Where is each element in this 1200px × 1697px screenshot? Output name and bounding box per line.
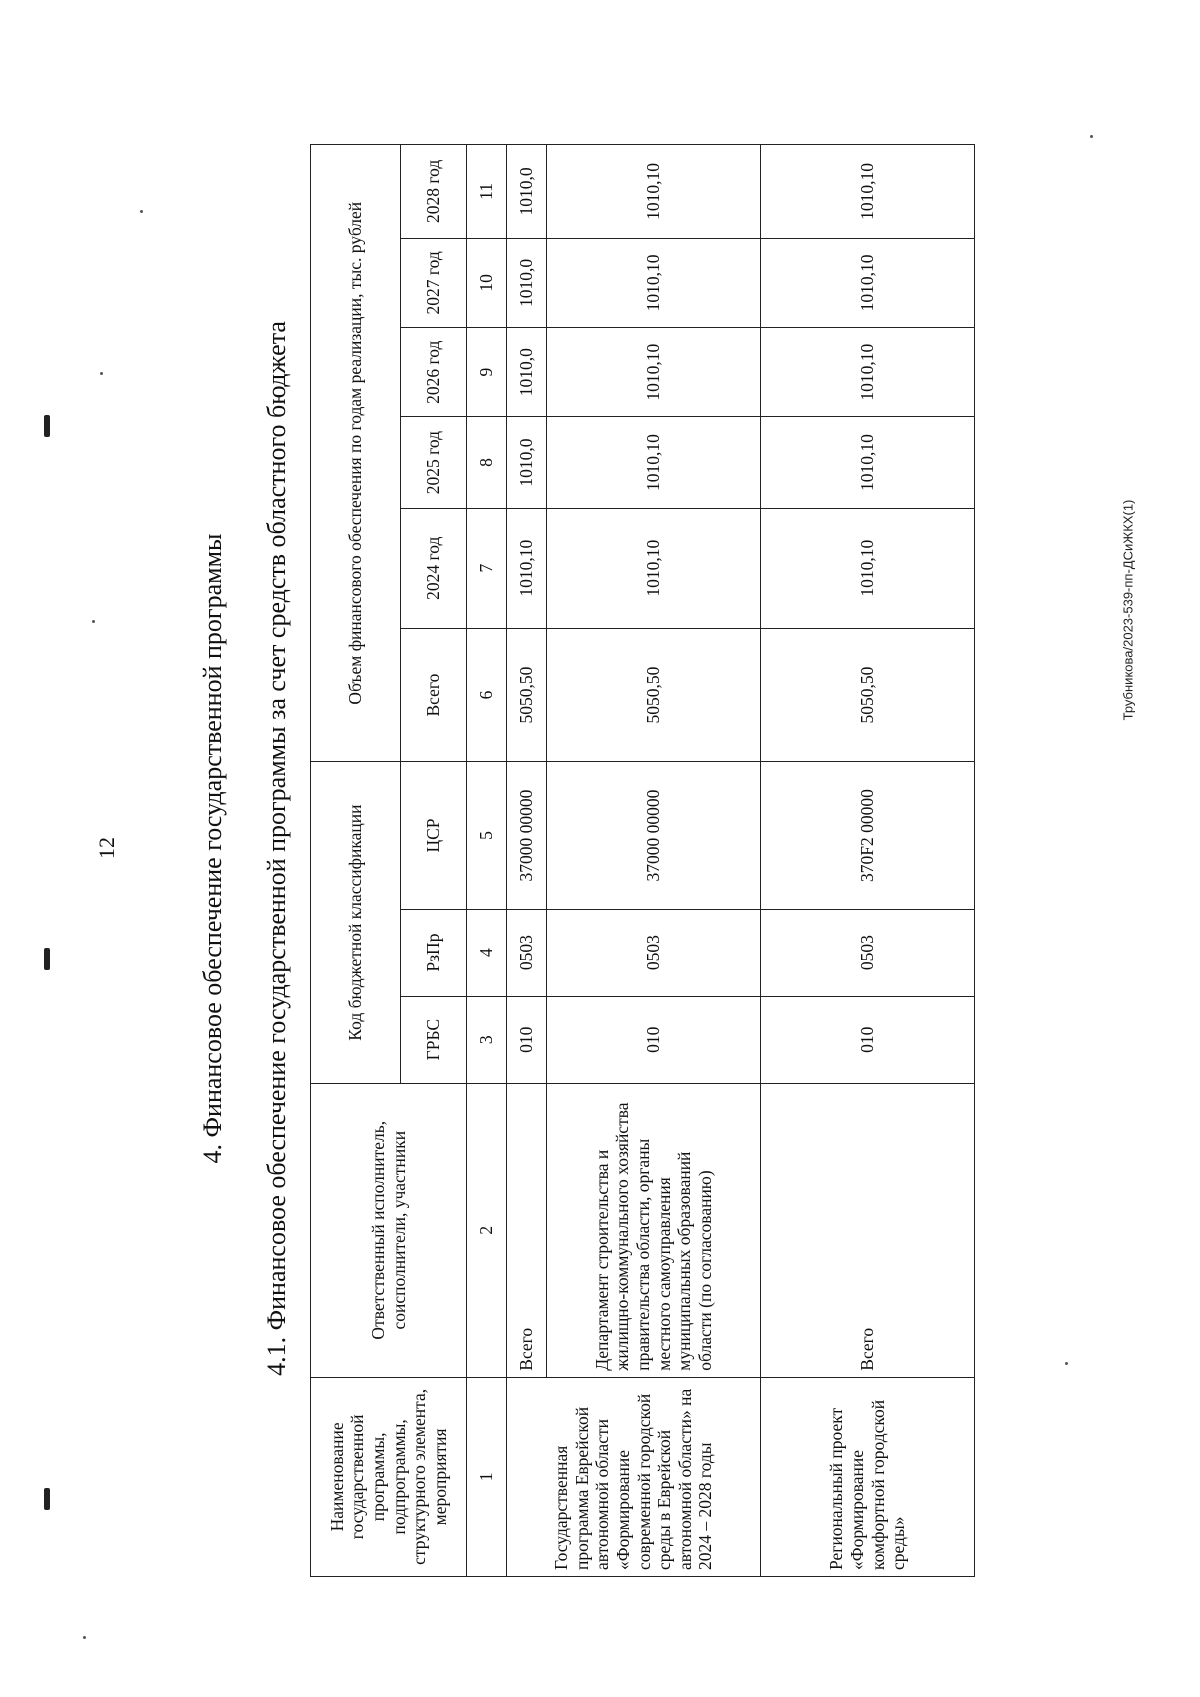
header-funding: Объем финансового обеспечения по годам реализации, тыс. рублей <box>311 145 401 763</box>
executor-cell: Департамент строительства и жилищно-коммунального хозяйства правительства области, органы местного самоуправления муниципальных образований области (по согласованию) <box>547 1083 761 1377</box>
column-number: 3 <box>467 996 507 1083</box>
column-number: 6 <box>467 628 507 762</box>
header-name: Наименование государственной программы, подпрограммы, структурного элемента, мероприятия <box>311 1377 467 1576</box>
executor-cell: Всего <box>507 1083 547 1377</box>
subsection-heading: 4.1. Финансовое обеспечение государственной программы за счет средств областного бюджета <box>262 321 291 1376</box>
column-number: 10 <box>467 238 507 327</box>
year-2026-cell: 1010,10 <box>547 328 761 417</box>
year-2025-cell: 1010,10 <box>761 417 975 508</box>
total-cell: 5050,50 <box>547 628 761 762</box>
header-year-2026: 2026 год <box>401 328 467 417</box>
header-csr: ЦСР <box>401 762 467 909</box>
column-number: 1 <box>467 1377 507 1576</box>
header-executor: Ответственный исполнитель, соисполнители, участники <box>311 1083 467 1377</box>
column-number: 7 <box>467 508 507 628</box>
table-row <box>507 145 547 1577</box>
program-name: Государственная программа Еврейской автономной области «Формирование современной городской среды в Еврейской автономной области» на 2024 – 2028 годы <box>507 1377 761 1576</box>
year-2028-cell: 1010,10 <box>761 145 975 239</box>
column-number: 2 <box>467 1083 507 1377</box>
year-2027-cell: 1010,10 <box>547 238 761 327</box>
column-number: 4 <box>467 909 507 996</box>
rzpr-cell: 0503 <box>761 909 975 996</box>
section-heading: 4. Финансовое обеспечение государственной программы <box>198 533 227 1164</box>
document-code: Трубникова/2023-539-пп-ДСиЖКХ(1) <box>1120 499 1136 721</box>
year-2027-cell: 1010,10 <box>761 238 975 327</box>
header-budget-code: Код бюджетной классификации <box>311 762 401 1083</box>
header-rzpr: РзПр <box>401 909 467 996</box>
header-grbs: ГРБС <box>401 996 467 1083</box>
grbs-cell: 010 <box>761 996 975 1083</box>
header-year-2027: 2027 год <box>401 238 467 327</box>
rzpr-cell: 0503 <box>507 909 547 996</box>
executor-cell: Всего <box>761 1083 975 1377</box>
rzpr-cell: 0503 <box>547 909 761 996</box>
grbs-cell: 010 <box>547 996 761 1083</box>
header-year-2028: 2028 год <box>401 145 467 239</box>
total-cell: 5050,50 <box>761 628 975 762</box>
project-name: Региональный проект «Формирование комфортной городской среды» <box>761 1377 975 1576</box>
column-number: 9 <box>467 328 507 417</box>
year-2024-cell: 1010,10 <box>761 508 975 628</box>
year-2026-cell: 1010,0 <box>507 328 547 417</box>
year-2026-cell: 1010,10 <box>761 328 975 417</box>
header-year-2024: 2024 год <box>401 508 467 628</box>
column-number: 8 <box>467 417 507 508</box>
year-2025-cell: 1010,10 <box>547 417 761 508</box>
year-2024-cell: 1010,10 <box>507 508 547 628</box>
csr-cell: 37000 00000 <box>507 762 547 909</box>
column-number: 11 <box>467 145 507 239</box>
funding-table <box>310 144 975 1577</box>
page-number: 12 <box>94 837 119 859</box>
year-2025-cell: 1010,0 <box>507 417 547 508</box>
column-number: 5 <box>467 762 507 909</box>
csr-cell: 37000 00000 <box>547 762 761 909</box>
csr-cell: 370F2 00000 <box>761 762 975 909</box>
year-2028-cell: 1010,0 <box>507 145 547 239</box>
table-row <box>761 145 975 1577</box>
table-row <box>547 145 761 1577</box>
year-2024-cell: 1010,10 <box>547 508 761 628</box>
year-2027-cell: 1010,0 <box>507 238 547 327</box>
header-year-2025: 2025 год <box>401 417 467 508</box>
total-cell: 5050,50 <box>507 628 547 762</box>
grbs-cell: 010 <box>507 996 547 1083</box>
header-total: Всего <box>401 628 467 762</box>
year-2028-cell: 1010,10 <box>547 145 761 239</box>
